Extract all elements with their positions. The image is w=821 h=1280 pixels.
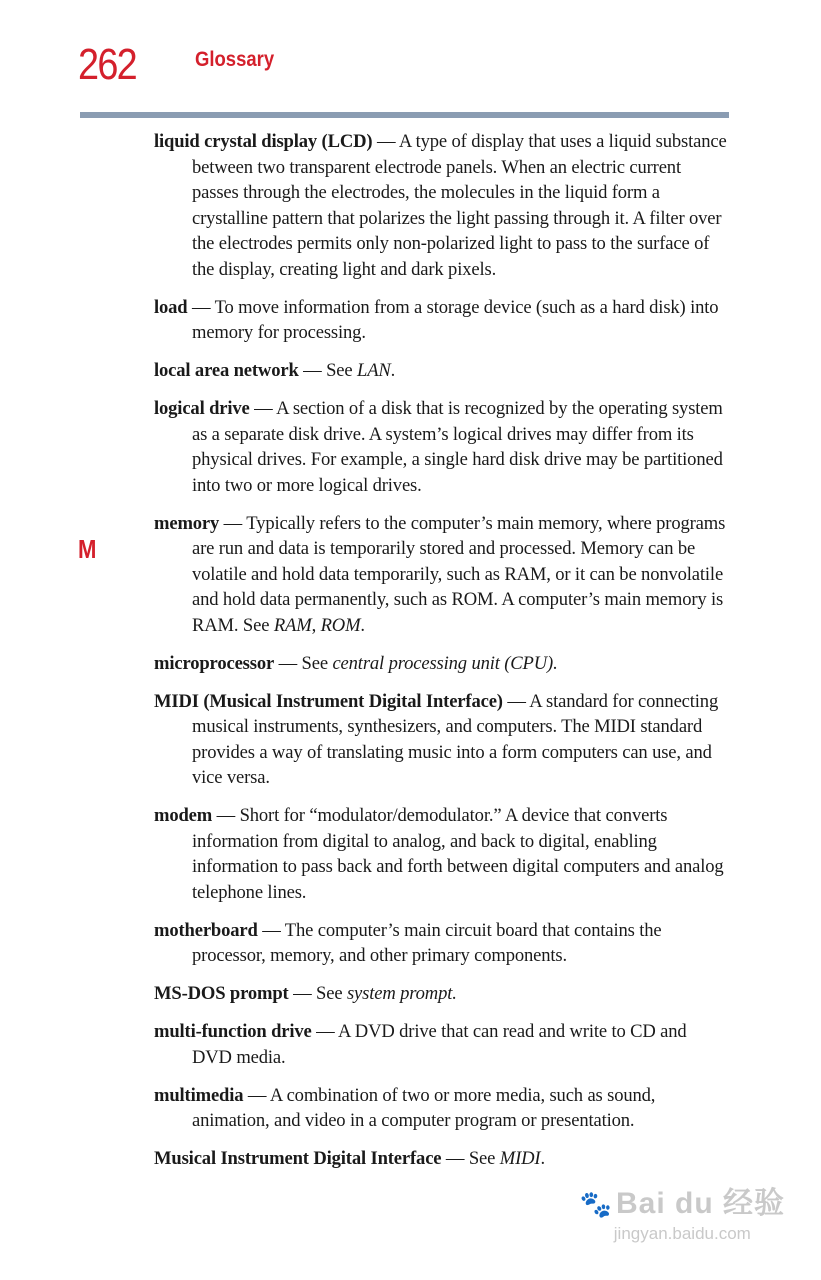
entry-definition: — A DVD drive that can read and write to CD and DVD media. [192,1021,687,1068]
glossary-entry [154,295,729,346]
entry-definition: — A standard for connecting musical instruments, synthesizers, and computers. The MIDI standard provides a way of translating music into a form computers can use, and vice versa. [192,690,719,788]
baidu-watermark [580,1178,785,1244]
entry-term: motherboard [154,919,258,941]
entry-term: MIDI (Musical Instrument Digital Interface) [154,690,503,712]
glossary-entry [154,129,729,282]
entry-term: logical drive [154,398,250,419]
entry-separator: , [311,614,321,636]
watermark-url: jingyan.baidu.com [613,1224,751,1243]
entry-definition: — See [441,1148,500,1169]
glossary-entry [154,1019,729,1070]
entry-tail: . [540,1148,545,1169]
entry-term: microprocessor [154,652,275,674]
entry-definition: — See [274,652,333,674]
entry-term: MS-DOS prompt [154,983,289,1004]
entry-term: load [154,296,188,318]
entry-term: liquid crystal display (LCD) [154,131,373,152]
glossary-entry [154,981,729,1007]
header-divider [80,112,729,118]
entry-definition: — To move information from a storage device (such as a hard disk) into memory for processing. [187,296,719,343]
entry-term: multimedia [154,1084,244,1106]
entry-reference: LAN [357,360,391,381]
entry-term: local area network [154,360,299,381]
entry-tail: . [390,360,396,381]
glossary-entry [154,358,729,384]
entry-definition: — A type of display that uses a liquid substance between two transparent electrode panels. When an electric current passes through the electrodes, the molecules in the liquid form a crystalline pattern that polarizes the light passing through it. A filter over the electrodes permits only non-polarized light to pass to the surface of the display, creating light and dark pixels. [192,131,727,280]
entry-term: memory [154,512,220,534]
entry-reference: system prompt. [346,983,457,1004]
entry-term: Musical Instrument Digital Interface [154,1148,442,1169]
glossary-entry [154,651,729,677]
watermark-logo [580,1178,785,1222]
watermark-logo-text: Bai du 经验 [615,1187,785,1220]
entry-definition: — A combination of two or more media, such as sound, animation, and video in a computer program or presentation. [192,1084,656,1131]
glossary-entries [154,129,729,1184]
entry-definition: — See [288,983,347,1004]
entry-definition: — Short for “modulator/demodulator.” A device that converts information from digital to analog, and back to digital, enabling information to pass back and forth between digital computers and analog telephone lines. [192,805,724,903]
entry-definition: — The computer’s main circuit board that contains the processor, memory, and other primary components. [192,919,662,966]
glossary-entry [154,803,729,905]
glossary-entry [154,689,729,791]
entry-term: multi-function drive [154,1021,312,1042]
glossary-entry [154,396,729,498]
entry-reference: MIDI [499,1148,541,1169]
glossary-entry [154,1083,729,1134]
page-number: 262 [78,40,136,89]
entry-tail: . [360,614,365,636]
entry-definition: — A section of a disk that is recognized by the operating system as a separate disk drive. A system’s logical drives may differ from its physical drives. For example, a single hard disk drive may be partitioned into two or more logical drives. [192,398,723,496]
entry-reference: ROM [320,614,361,636]
glossary-entry [154,918,729,969]
entry-definition: — See [298,360,357,381]
letter-marker: M [78,534,97,564]
glossary-entry [154,1146,729,1172]
entry-term: modem [154,805,213,826]
entry-reference: central processing unit (CPU). [332,652,558,674]
section-title: Glossary [195,48,275,71]
entry-definition: — Typically refers to the computer’s main memory, where programs are run and data is temporarily stored and processed. Memory can be volatile and hold data temporarily, such as RAM, or it can be nonvolatile and hold data permanently, such as ROM. A computer’s main memory is RAM. See [192,512,726,636]
entry-reference: RAM [273,614,312,636]
glossary-entry [154,511,729,639]
paw-icon: 🐾 [579,1190,612,1219]
